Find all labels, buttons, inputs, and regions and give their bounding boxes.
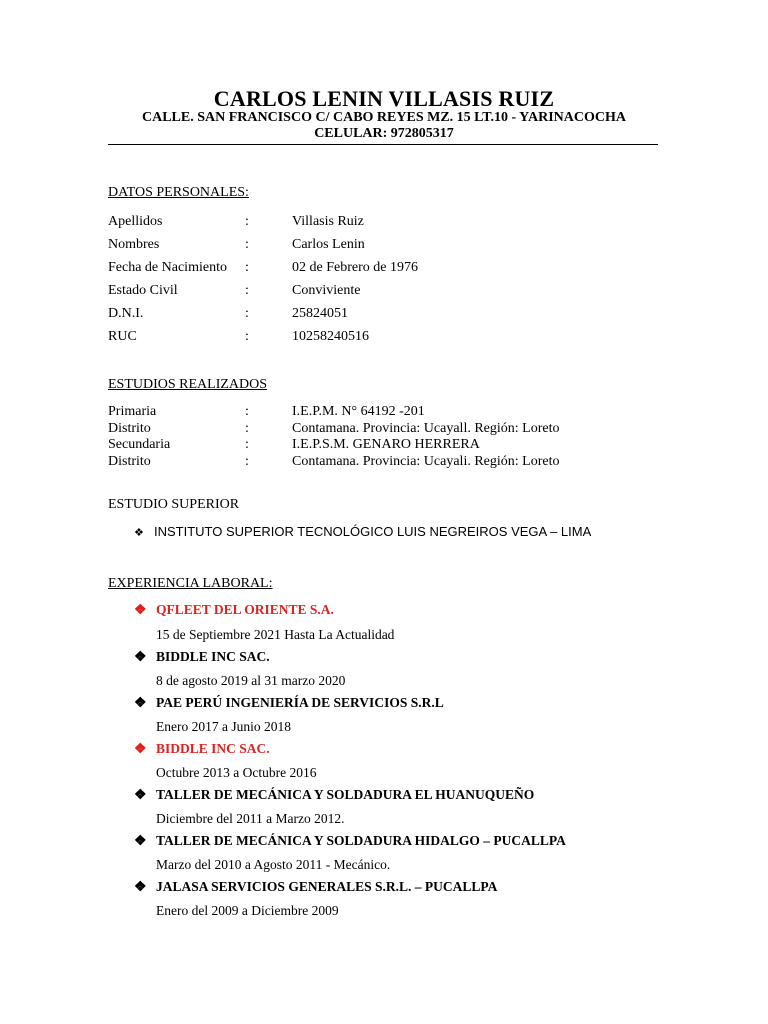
row-label: Distrito [108,421,151,436]
diamond-bullet-icon: ❖ [134,788,147,803]
job-title-text: BIDDLE INC SAC. [156,649,270,664]
job-title [134,787,534,804]
diamond-bullet-icon: ❖ [134,696,147,711]
row-label: Apellidos [108,214,163,229]
row-separator: : [245,329,249,344]
row-value: Carlos Lenin [292,237,365,252]
row-separator: : [245,214,249,229]
job-dates: Marzo del 2010 a Agosto 2011 - Mecánico. [156,857,391,872]
personal-row [108,237,668,255]
row-label: Secundaria [108,437,171,452]
row-separator: : [245,237,249,252]
row-label: Estado Civil [108,283,178,298]
row-separator: : [245,454,249,469]
row-label: Primaria [108,404,157,419]
diamond-bullet-icon: ❖ [134,527,144,539]
job-title-text: BIDDLE INC SAC. [156,741,270,756]
personal-row [108,306,668,324]
job-dates: Enero del 2009 a Diciembre 2009 [156,903,339,918]
address: CALLE. SAN FRANCISCO C/ CABO REYES MZ. 15 LT.10 - YARINACOCHA [142,110,626,125]
job-title-text: TALLER DE MECÁNICA Y SOLDADURA EL HUANUQUEÑO [156,787,535,802]
row-value: I.E.P.S.M. GENARO HERRERA [292,437,480,452]
diamond-bullet-icon: ❖ [134,650,147,665]
diamond-bullet-icon: ❖ [134,603,147,618]
job-title-text: TALLER DE MECÁNICA Y SOLDADURA HIDALGO – PUCALLPA [156,833,566,848]
candidate-name: CARLOS LENIN VILLASIS RUIZ [213,86,555,111]
row-label: RUC [108,329,137,344]
row-separator: : [245,260,249,275]
section-heading-experience: EXPERIENCIA LABORAL: [108,576,273,591]
row-label: Distrito [108,454,151,469]
diamond-bullet-icon: ❖ [134,742,147,757]
job-title [134,602,334,619]
row-value: 25824051 [292,306,348,321]
row-label: Fecha de Nacimiento [108,260,227,275]
studies-row [108,454,668,472]
job-dates: 15 de Septiembre 2021 Hasta La Actualidad [156,627,395,642]
list-item-text: INSTITUTO SUPERIOR TECNOLÓGICO LUIS NEGREIROS VEGA – LIMA [154,524,592,539]
job-dates: Diciembre del 2011 a Marzo 2012. [156,811,345,826]
row-value: Contamana. Provincia: Ucayali. Región: Loreto [292,454,560,469]
section-heading-higher: ESTUDIO SUPERIOR [108,497,240,512]
personal-row [108,329,668,347]
personal-row [108,283,668,301]
studies-row [108,404,668,422]
job-title [134,879,497,896]
row-value: Contamana. Provincia: Ucayall. Región: Loreto [292,421,560,436]
job-dates: Octubre 2013 a Octubre 2016 [156,765,317,780]
job-title-text: JALASA SERVICIOS GENERALES S.R.L. – PUCALLPA [156,879,498,894]
row-separator: : [245,437,249,452]
job-title [134,649,270,666]
row-value: 10258240516 [292,329,369,344]
job-title [134,833,566,850]
personal-row [108,260,668,278]
row-label: Nombres [108,237,160,252]
job-title [134,741,270,758]
section-heading-studies: ESTUDIOS REALIZADOS [108,377,268,392]
diamond-bullet-icon: ❖ [134,880,147,895]
section-heading-personal: DATOS PERSONALES: [108,185,249,200]
row-separator: : [245,283,249,298]
row-value: I.E.P.M. N° 64192 -201 [292,404,425,419]
header-divider [108,144,658,145]
phone: CELULAR: 972805317 [314,126,454,141]
list-item [134,524,591,539]
row-value: Villasis Ruiz [292,214,364,229]
diamond-bullet-icon: ❖ [134,834,147,849]
row-value: Conviviente [292,283,361,298]
job-title-text: PAE PERÚ INGENIERÍA DE SERVICIOS S.R.L [156,695,444,710]
job-dates: Enero 2017 a Junio 2018 [156,719,291,734]
row-label: D.N.I. [108,306,144,321]
job-title [134,695,444,712]
row-separator: : [245,421,249,436]
row-separator: : [245,306,249,321]
personal-row [108,214,668,232]
job-dates: 8 de agosto 2019 al 31 marzo 2020 [156,673,346,688]
row-value: 02 de Febrero de 1976 [292,260,418,275]
job-title-text: QFLEET DEL ORIENTE S.A. [156,602,334,617]
studies-row [108,437,668,455]
row-separator: : [245,404,249,419]
